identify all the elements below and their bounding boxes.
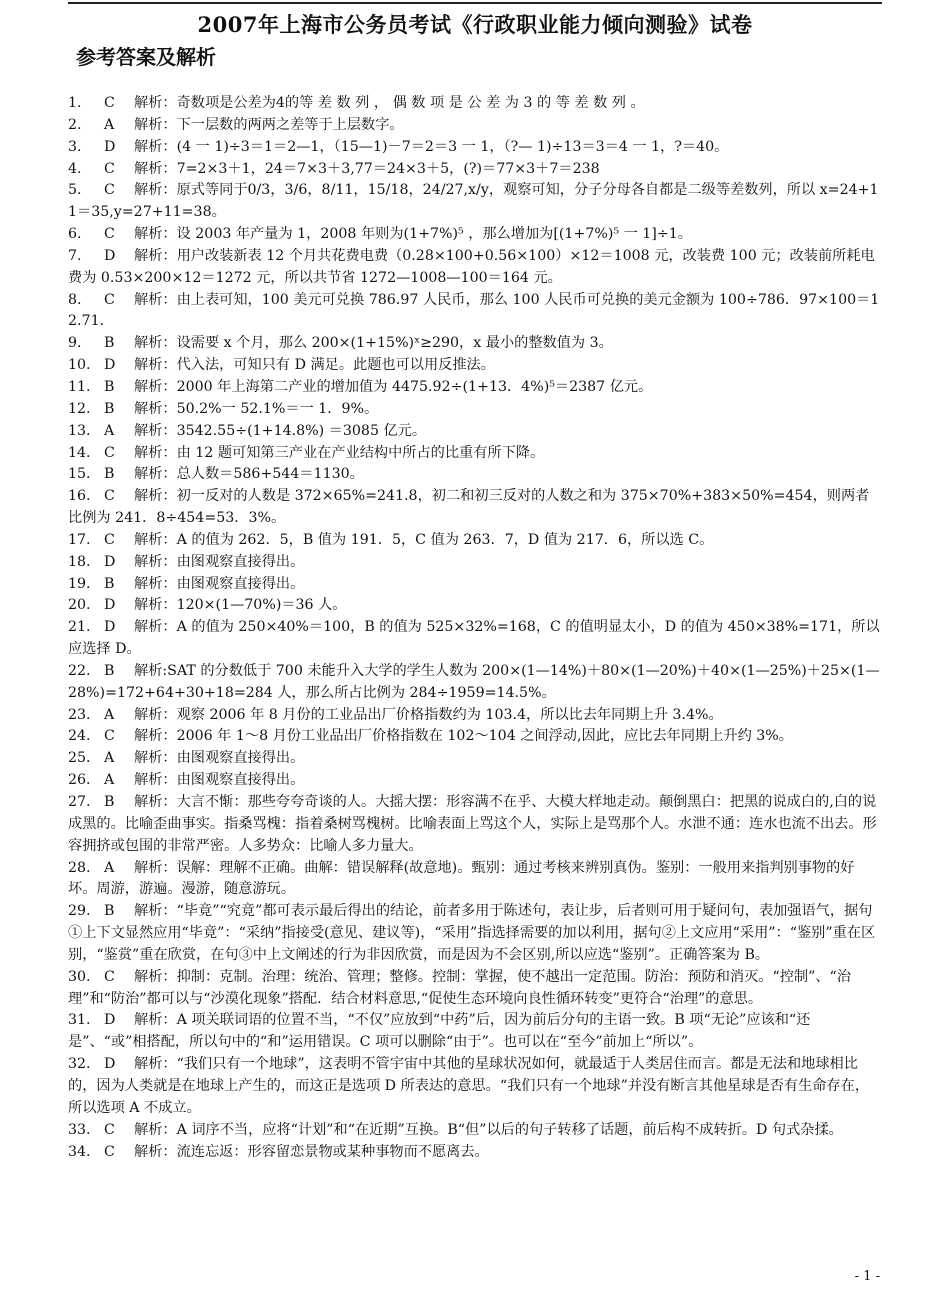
- answer-explanation: 解析：由上表可知，100 美元可兑换 786.97 人民币，那么 100 人民币可兑换的美元金额为 100÷786．97×100＝12.71．: [68, 291, 880, 330]
- answer-explanation: 解析：120×(1—70%)＝36 人。: [134, 597, 347, 614]
- answer-choice: B: [104, 378, 115, 395]
- answer-choice: A: [104, 859, 115, 876]
- answer-item: [68, 1010, 882, 1054]
- answer-item: [68, 290, 882, 334]
- answer-number: 32.: [68, 1056, 91, 1073]
- answer-choice: B: [104, 466, 115, 483]
- answer-number: 8.: [68, 291, 82, 308]
- answer-choice: D: [104, 619, 116, 636]
- answer-number: 17.: [68, 531, 91, 548]
- answer-explanation: 解析：代入法，可知只有 D 满足。此题也可以用反推法。: [134, 357, 495, 374]
- answer-choice: D: [104, 357, 116, 374]
- answer-number: 34.: [68, 1143, 91, 1160]
- answer-item: [68, 617, 882, 661]
- answer-explanation: 解析：50.2%一 52.1%＝一 1．9%。: [134, 400, 379, 417]
- answer-number: 18.: [68, 553, 91, 570]
- answer-explanation: 解析：大言不惭：那些夸夸奇谈的人。大摇大摆：形容满不在乎、大模大样地走动。颠倒黑白：把黑的说成白的,白的说成黑的。比喻歪曲事实。指桑骂槐：指着桑树骂槐树。比喻表面上骂这个人，实际上是骂那个人。水泄不通：连水也流不出去。形容拥挤或包围的非常严密。人多势众：比喻人多力量大。: [68, 794, 877, 854]
- answer-explanation: 解析：2000 年上海第二产业的增加值为 4475.92÷(1+13．4%)⁵＝2387 亿元。: [134, 378, 653, 395]
- answer-choice: C: [104, 291, 115, 308]
- answer-item: [68, 967, 882, 1011]
- answer-item: [68, 246, 882, 290]
- answer-item: [68, 93, 882, 115]
- answer-item: [68, 705, 882, 727]
- answer-number: 33.: [68, 1121, 91, 1138]
- answer-number: 20.: [68, 597, 91, 614]
- answer-number: 5.: [68, 182, 82, 199]
- answer-explanation: 解析：(4 一 1)÷3＝1＝2—1，（15—1)－7＝2＝3 一 1，（?— 1)÷13＝3＝4 一 1，?＝40。: [134, 138, 729, 155]
- answer-list: [68, 93, 882, 1163]
- answer-explanation: 解析：下一层数的两两之差等于上层数字。: [134, 116, 404, 133]
- answer-explanation: 解析：设 2003 年产量为 1，2008 年则为(1+7%)⁵ ，那么增加为[(1+7%)⁵ 一 1]÷1。: [134, 226, 692, 243]
- answer-item: [68, 748, 882, 770]
- answer-explanation: 解析：奇数项是公差为4的等 差 数 列 ， 偶 数 项 是 公 差 为 3 的 等 差 数 列 。: [134, 95, 645, 111]
- answer-item: [68, 333, 882, 355]
- answer-explanation: 解析：初一反对的人数是 372×65%=241.8，初二和初三反对的人数之和为 375×70%+383×50%=454，则两者比例为 241．8÷454=53．3%。: [68, 488, 870, 527]
- answer-explanation: 解析：由图观察直接得出。: [134, 750, 305, 767]
- answer-explanation: 解析：由 12 题可知第三产业在产业结构中所占的比重有所下降。: [134, 444, 545, 461]
- answer-number: 9.: [68, 335, 82, 352]
- answer-choice: C: [104, 95, 115, 111]
- answer-choice: C: [104, 728, 115, 745]
- answer-choice: D: [104, 1056, 116, 1073]
- answer-choice: C: [104, 182, 115, 199]
- answer-explanation: 解析：A 项关联词语的位置不当，“不仅”应放到“中药”后，因为前后分句的主语一致。B 项“无论”应该和“还是”、“或”相搭配，所以句中的“和”运用错误。C 项可以删除“由于”。也可以在“至今”前加上“所以”。: [68, 1012, 811, 1051]
- answer-number: 15.: [68, 466, 91, 483]
- answer-number: 14.: [68, 444, 91, 461]
- answer-number: 24.: [68, 728, 91, 745]
- answer-item: [68, 464, 882, 486]
- answer-choice: B: [104, 903, 115, 920]
- answer-explanation: 解析：观察 2006 年 8 月份的工业品出厂价格指数约为 103.4，所以比去年同期上升 3.4%。: [134, 706, 723, 723]
- answer-choice: A: [104, 706, 115, 723]
- answer-choice: B: [104, 335, 115, 352]
- answer-choice: D: [104, 553, 116, 570]
- answer-choice: D: [104, 138, 116, 155]
- answer-choice: A: [104, 116, 115, 133]
- answer-explanation: 解析：由图观察直接得出。: [134, 772, 305, 789]
- answer-item: [68, 552, 882, 574]
- answer-item: [68, 530, 882, 552]
- answer-number: 29.: [68, 903, 91, 920]
- answer-number: 16.: [68, 488, 91, 505]
- answer-item: [68, 595, 882, 617]
- answer-choice: D: [104, 247, 116, 264]
- answer-number: 25.: [68, 750, 91, 767]
- answer-choice: C: [104, 160, 115, 177]
- answer-number: 21.: [68, 619, 91, 636]
- answer-explanation: 解析：抑制：克制。治理：统治、管理；整修。控制：掌握，使不越出一定范围。防治：预防和消灭。“控制”、“治理”和“防治”都可以与“沙漠化现象”搭配．结合材料意思,“促使生态环境向良性循环转变”更符合“治理”的意思。: [68, 968, 851, 1007]
- document-subtitle: 参考答案及解析: [76, 45, 216, 69]
- answer-choice: C: [104, 968, 115, 985]
- answer-item: [68, 180, 882, 224]
- answer-explanation: 解析：“毕竟”“究竟”都可表示最后得出的结论，前者多用于陈述句，表让步，后者则可用于疑问句，表加强语气，据句①上下文显然应用“毕竟”：“采纳”指接受(意见、建议等)，“采用”指选择需要的加以利用，据句②上文应用“采用”：“鉴别”重在区别，“鉴赏”重在欣赏，在句③中上文阐述的行为非因欣赏，而是因为不会区别,所以应选“鉴别”。正确答案为 B。: [68, 903, 876, 963]
- answer-number: 30.: [68, 968, 91, 985]
- answer-choice: B: [104, 575, 115, 592]
- answer-number: 11.: [68, 378, 91, 395]
- answer-explanation: 解析：A 的值为 250×40%＝100，B 的值为 525×32%=168，C 的值明显太小，D 的值为 450×38%=171，所以应选择 D。: [68, 619, 880, 658]
- answer-number: 28.: [68, 859, 91, 876]
- answer-choice: C: [104, 1121, 115, 1138]
- answer-item: [68, 377, 882, 399]
- answer-choice: A: [104, 422, 115, 439]
- answer-choice: A: [104, 750, 115, 767]
- answer-number: 31.: [68, 1012, 91, 1029]
- answer-item: [68, 858, 882, 902]
- answer-item: [68, 443, 882, 465]
- answer-choice: C: [104, 531, 115, 548]
- answer-number: 22.: [68, 662, 91, 679]
- answer-explanation: 解析：2006 年 1～8 月份工业品出厂价格指数在 102～104 之间浮动,因此，应比去年同期上升约 3%。: [134, 728, 793, 745]
- answer-number: 13.: [68, 422, 91, 439]
- answer-explanation: 解析：用户改装新表 12 个月共花费电费（0.28×100+0.56×100）×12＝1008 元，改装费 100 元；改装前所耗电费为 0.53×200×12＝1272 元，所以共节省 1272—1008—100＝164 元。: [68, 247, 875, 286]
- answer-item: [68, 421, 882, 443]
- answer-item: [68, 115, 882, 137]
- answer-explanation: 解析：设需要 x 个月，那么 200×(1+15%)ˣ≥290，x 最小的整数值为 3。: [134, 335, 613, 352]
- answer-choice: B: [104, 662, 115, 679]
- answer-explanation: 解析：误解：理解不正确。曲解：错误解释(故意地)。甄别：通过考核来辨别真伪。鉴别：一般用来指判别事物的好坏。周游，游遍。漫游，随意游玩。: [68, 859, 855, 898]
- answer-number: 4.: [68, 160, 82, 177]
- answer-item: [68, 770, 882, 792]
- answer-choice: B: [104, 794, 115, 810]
- answer-number: 6.: [68, 226, 82, 243]
- answer-item: [68, 399, 882, 421]
- answer-choice: C: [104, 1143, 115, 1160]
- answer-number: 23.: [68, 706, 91, 723]
- header-rule: [68, 2, 882, 4]
- answer-explanation: 解析：7=2×3＋1，24＝7×3＋3,77＝24×3＋5，(?)＝77×3＋7＝238: [134, 160, 600, 177]
- answer-item: [68, 486, 882, 530]
- answer-number: 3.: [68, 138, 82, 155]
- answer-explanation: 解析：流连忘返：形容留恋景物或某种事物而不愿离去。: [134, 1143, 489, 1160]
- answer-number: 19.: [68, 575, 91, 592]
- answer-choice: D: [104, 597, 116, 614]
- answer-choice: B: [104, 400, 115, 417]
- answer-item: [68, 159, 882, 181]
- answer-explanation: 解析:SAT 的分数低于 700 未能升入大学的学生人数为 200×(1—14%)＋80×(1—20%)＋40×(1—25%)＋25×(1—28%)=172+64+30+18=284 人，那么所占比例为 284÷1959=14.5%。: [68, 662, 880, 701]
- answer-explanation: 解析：由图观察直接得出。: [134, 553, 305, 570]
- answer-choice: D: [104, 1012, 116, 1029]
- answer-item: [68, 224, 882, 246]
- answer-number: 26.: [68, 772, 91, 789]
- answer-number: 27.: [68, 794, 91, 810]
- answer-item: [68, 1142, 882, 1164]
- answer-item: [68, 792, 882, 858]
- answer-item: [68, 1054, 882, 1120]
- answer-explanation: 解析：原式等同于0/3，3/6，8/11，15/18，24/27,x/y，观察可知，分子分母各自都是二级等差数列，所以 x=24+11＝35,y=27+11=38。: [68, 182, 879, 221]
- answer-explanation: 解析：3542.55÷(1+14.8%) ＝3085 亿元。: [134, 422, 427, 439]
- document-title: 2007年上海市公务员考试《行政职业能力倾向测验》试卷: [197, 12, 753, 37]
- answer-item: [68, 574, 882, 596]
- answer-item: [68, 137, 882, 159]
- answer-item: [68, 661, 882, 705]
- answer-explanation: 解析：总人数＝586+544＝1130。: [134, 466, 364, 483]
- answer-choice: A: [104, 772, 115, 789]
- answer-item: [68, 726, 882, 748]
- answer-explanation: 解析：A 的值为 262．5，B 值为 191．5，C 值为 263．7，D 值为 217．6，所以选 C。: [134, 531, 714, 548]
- page-number: - 1 -: [854, 1269, 880, 1284]
- answer-explanation: 解析：“我们只有一个地球”，这表明不管宇宙中其他的星球状况如何，就最适于人类居住而言。都是无法和地球相比的，因为人类就是在地球上产生的，而这正是选项 D 所表达的意思。“我们只有一个地球”并没有断言其他星球是否有生命存在，所以选项 A 不成立。: [68, 1056, 870, 1116]
- answer-number: 1.: [68, 95, 82, 111]
- answer-choice: C: [104, 444, 115, 461]
- answer-explanation: 解析：由图观察直接得出。: [134, 575, 305, 592]
- answer-number: 12.: [68, 400, 91, 417]
- answer-item: [68, 901, 882, 967]
- answer-choice: C: [104, 226, 115, 243]
- answer-number: 7.: [68, 247, 82, 264]
- answer-number: 10.: [68, 357, 91, 374]
- answer-choice: C: [104, 488, 115, 505]
- answer-item: [68, 1120, 882, 1142]
- answer-explanation: 解析：A 词序不当，应将“计划”和“在近期”互换。B“但”以后的句子转移了话题，前后构不成转折。D 句式杂揉。: [134, 1121, 843, 1138]
- answer-number: 2.: [68, 116, 82, 133]
- answer-item: [68, 355, 882, 377]
